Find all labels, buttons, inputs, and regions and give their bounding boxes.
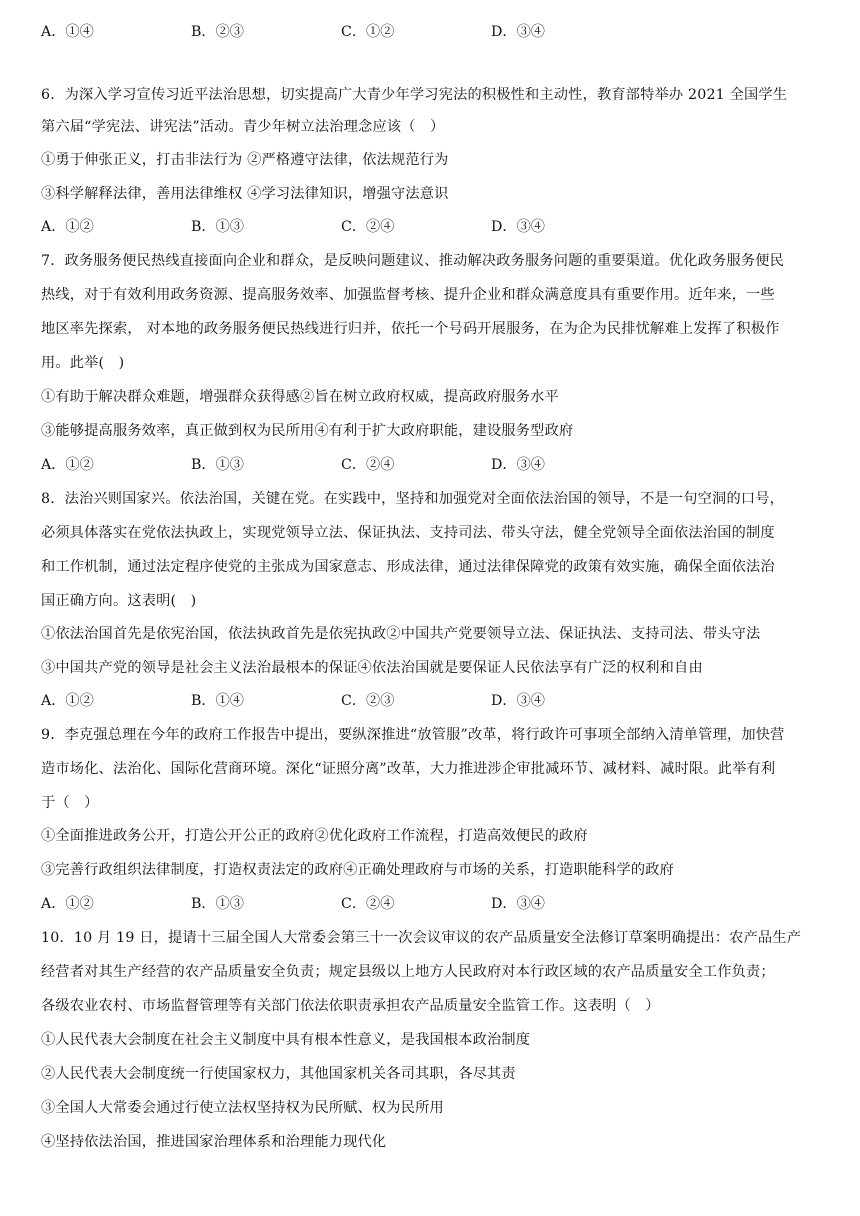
q6-statement: ①勇于伸张正义，打击非法行为 ②严格遵守法律，依法规范行为	[41, 152, 449, 168]
q10-statement: ③全国人大常委会通过行使立法权坚持权为民所赋、权为民所用	[41, 1100, 444, 1116]
q9-stem-line: 9．李克强总理在今年的政府工作报告中提出，要纵深推进“放管服”改革，将行政许可事项全部纳入清单管理，加快营	[41, 727, 785, 743]
option-a: A．①④	[41, 24, 94, 40]
q8-stem-line: 国正确方向。这表明( )	[41, 593, 197, 609]
q7-stem-line: 热线，对于有效利用政务资源、提高服务效率、加强监督考核、提升企业和群众满意度具有重要作用。近年来，一些	[41, 287, 775, 303]
q9-statement: ①全面推进政务公开，打造公开公正的政府②优化政府工作流程，打造高效便民的政府	[41, 828, 588, 844]
option-b: B．①③	[191, 896, 244, 912]
option-d: D．③④	[491, 693, 545, 709]
q7-statement: ①有助于解决群众难题，增强群众获得感②旨在树立政府权威，提高政府服务水平	[41, 389, 559, 405]
option-a: A．①②	[41, 457, 94, 473]
option-c: C．②④	[341, 896, 395, 912]
q7-stem-line: 地区率先探索， 对本地的政务服务便民热线进行归并，依托一个号码开展服务，在为企为民排忧解难上发挥了积极作	[41, 321, 780, 337]
q6-stem-line: 6．为深入学习宣传习近平法治思想，切实提高广大青少年学习宪法的积极性和主动性，教育部特举办 2021 全国学生	[41, 87, 788, 103]
q10-statement: ②人民代表大会制度统一行使国家权力，其他国家机关各司其职，各尽其责	[41, 1066, 516, 1082]
q7-statement: ③能够提高服务效率，真正做到权为民所用④有利于扩大政府职能，建设服务型政府	[41, 423, 574, 439]
q8-statement: ①依法治国首先是依宪治国，依法执政首先是依宪执政②中国共产党要领导立法、保证执法、支持司法、带头守法	[41, 626, 761, 642]
option-c: C．②③	[341, 693, 395, 709]
option-d: D．③④	[491, 896, 545, 912]
q9-stem-line: 于（ ）	[41, 795, 99, 811]
q8-stem-line: 和工作机制，通过法定程序使党的主张成为国家意志、形成法律，通过法律保障党的政策有效实施，确保全面依法治	[41, 559, 775, 575]
q7-stem-line: 7．政务服务便民热线直接面向企业和群众，是反映问题建议、推动解决政务服务问题的重要渠道。优化政务服务便民	[41, 253, 784, 269]
q10-stem-line: 10．10 月 19 日，提请十三届全国人大常委会第三十一次会议审议的农产品质量安全法修订草案明确提出：农产品生产	[41, 930, 802, 946]
q10-stem-line: 各级农业农村、市场监督管理等有关部门依法依职责承担农产品质量安全监管工作。这表明（ ）	[41, 998, 660, 1014]
option-b: B．①④	[191, 693, 244, 709]
q6-statement: ③科学解释法律，善用法律维权 ④学习法律知识，增强守法意识	[41, 186, 449, 202]
q6-stem-line: 第六届“学宪法、讲宪法”活动。青少年树立法治理念应该（ ）	[41, 119, 445, 135]
option-c: C．②④	[341, 457, 395, 473]
q9-statement: ③完善行政组织法律制度，打造权责法定的政府④正确处理政府与市场的关系，打造职能科学的政府	[41, 862, 675, 878]
q10-stem-line: 经营者对其生产经营的农产品质量安全负责；规定县级以上地方人民政府对本行政区域的农产品质量安全工作负责；	[41, 964, 775, 980]
q9-stem-line: 造市场化、法治化、国际化营商环境。深化“证照分离”改革，大力推进涉企审批减环节、减材料、减时限。此举有利	[41, 761, 776, 777]
q8-stem-line: 必须具体落实在党依法执政上，实现党领导立法、保证执法、支持司法、带头守法，健全党领导全面依法治国的制度	[41, 525, 775, 541]
q8-stem-line: 8．法治兴则国家兴。依法治国，关键在党。在实践中，坚持和加强党对全面依法治国的领导，不是一句空洞的口号，	[41, 491, 784, 507]
option-a: A．①②	[41, 693, 94, 709]
q8-statement: ③中国共产党的领导是社会主义法治最根本的保证④依法治国就是要保证人民依法享有广泛的权利和自由	[41, 660, 703, 676]
option-d: D．③④	[491, 24, 545, 40]
option-d: D．③④	[491, 219, 545, 235]
option-d: D．③④	[491, 457, 545, 473]
q10-statement: ①人民代表大会制度在社会主义制度中具有根本性意义，是我国根本政治制度	[41, 1032, 531, 1048]
option-a: A．①②	[41, 896, 94, 912]
q7-stem-line: 用。此举( )	[41, 355, 125, 371]
option-c: C．②④	[341, 219, 395, 235]
q10-statement: ④坚持依法治国，推进国家治理体系和治理能力现代化	[41, 1134, 387, 1150]
option-b: B．①③	[191, 457, 244, 473]
option-b: B．②③	[191, 24, 244, 40]
option-b: B．①③	[191, 219, 244, 235]
option-c: C．①②	[341, 24, 395, 40]
option-a: A．①②	[41, 219, 94, 235]
